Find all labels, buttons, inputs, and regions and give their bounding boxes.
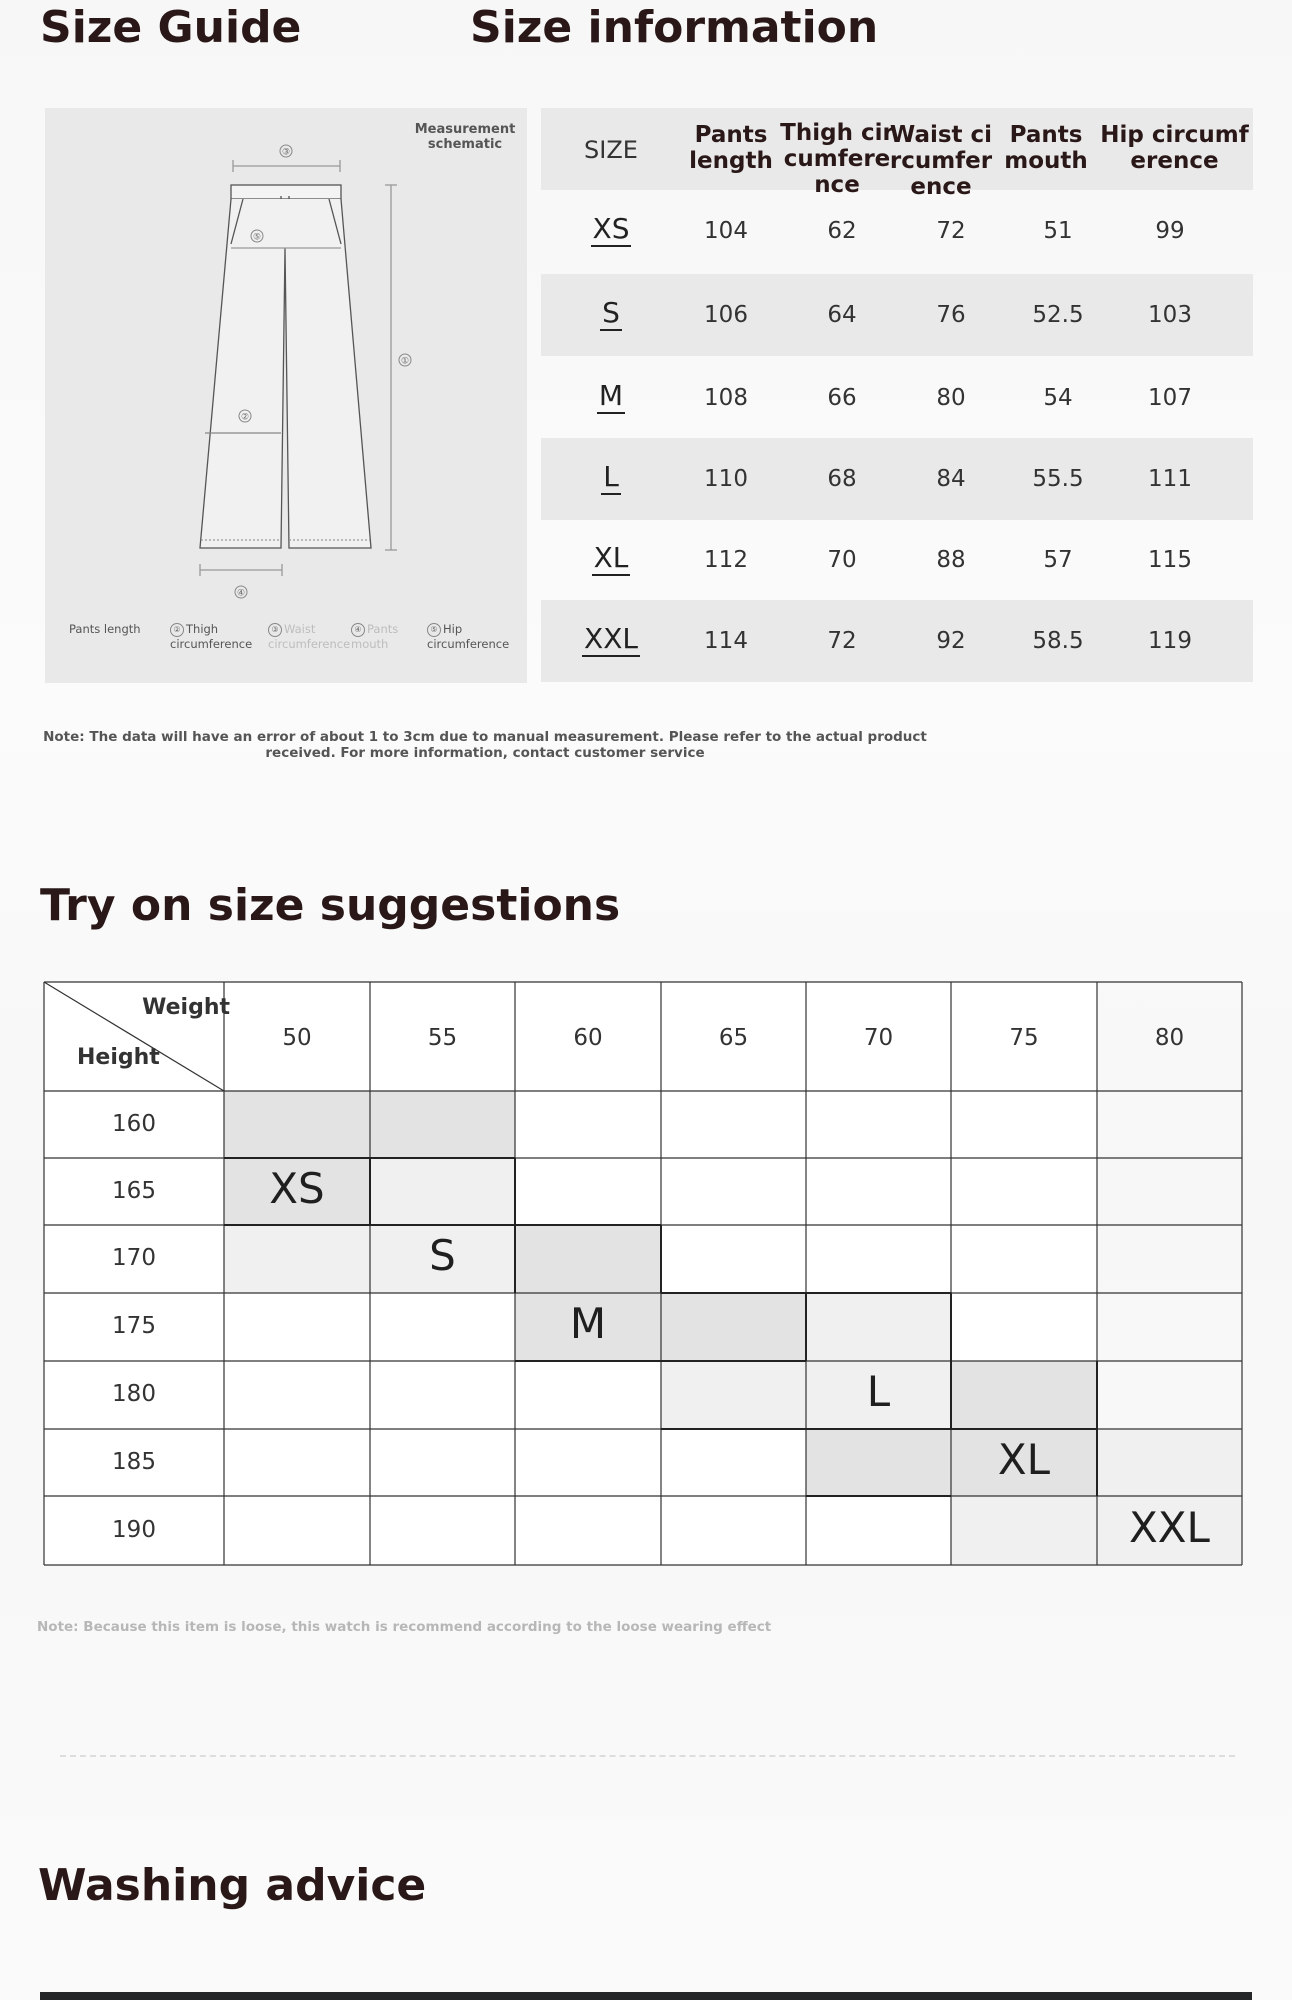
height-header: 180 <box>112 1381 156 1407</box>
marker-waist: ③ <box>281 147 291 158</box>
measurement-cell: 107 <box>1148 385 1192 411</box>
legend-label: Pants length <box>69 622 141 636</box>
header-thigh: Thigh circumference <box>780 120 894 198</box>
measurement-cell: 108 <box>704 385 748 411</box>
height-header: 175 <box>112 1313 156 1339</box>
legend-number: ② <box>170 623 184 637</box>
measurement-cell: 119 <box>1148 628 1192 654</box>
measurement-cell: 62 <box>827 218 857 244</box>
measurement-cell: 112 <box>704 547 748 573</box>
schematic-title: Measurement schematic <box>414 122 516 152</box>
header-hip: Hip circumference <box>1100 122 1249 174</box>
measurement-cell: 70 <box>827 547 857 573</box>
height-header: 170 <box>112 1245 156 1271</box>
height-header: 160 <box>112 1110 156 1137</box>
measurement-cell: 110 <box>704 466 748 492</box>
header-pants-mouth: Pants mouth <box>1004 122 1088 174</box>
legend-label: Waist circumference <box>268 622 351 651</box>
header-size: SIZE <box>584 136 638 164</box>
washing-title: Washing advice <box>38 1860 427 1911</box>
weight-header: 75 <box>1009 1025 1039 1051</box>
measurement-cell: 106 <box>704 302 748 328</box>
weight-header: 60 <box>573 1025 603 1051</box>
corner-height-label: Height <box>77 1045 160 1070</box>
legend-number: ⑤ <box>427 623 441 637</box>
size-region-label: XL <box>997 1434 1051 1484</box>
marker-mouth: ④ <box>236 588 246 599</box>
measurement-cell: 80 <box>936 385 966 411</box>
marker-length: ① <box>400 356 410 367</box>
size-label: XS <box>592 212 630 245</box>
size-region-label: S <box>429 1231 456 1280</box>
size-region-label: L <box>866 1367 891 1416</box>
height-header: 185 <box>112 1448 156 1475</box>
measurement-cell: 84 <box>936 466 966 492</box>
marker-hip: ⑤ <box>252 232 262 243</box>
measurement-cell: 68 <box>827 466 857 492</box>
weight-header: 70 <box>863 1025 894 1051</box>
legend-label: Hip circumference <box>427 622 510 651</box>
size-region-fill <box>515 1225 661 1293</box>
measurement-cell: 88 <box>936 547 966 573</box>
washing-image-top <box>40 1992 1252 2000</box>
measurement-cell: 99 <box>1155 218 1185 244</box>
measurement-cell: 66 <box>827 385 857 411</box>
size-region-fill <box>1097 1429 1242 1496</box>
measurement-cell: 103 <box>1148 302 1192 328</box>
measurement-cell: 57 <box>1043 547 1073 573</box>
measurement-cell: 54 <box>1043 385 1073 411</box>
header-waist: Waist circumference <box>889 122 993 200</box>
size-label: XL <box>593 541 629 574</box>
legend-label: Thigh circumference <box>170 622 253 651</box>
measurement-cell: 55.5 <box>1032 466 1084 492</box>
size-label: XXL <box>584 622 638 655</box>
size-region-fill <box>370 1158 515 1225</box>
size-region-fill <box>806 1293 951 1361</box>
measurement-cell: 76 <box>936 302 966 328</box>
weight-header: 55 <box>427 1025 458 1051</box>
size-label: S <box>602 296 620 329</box>
legend-number: ④ <box>351 623 365 637</box>
measurement-cell: 111 <box>1148 466 1192 492</box>
size-label: M <box>598 379 624 412</box>
measurement-cell: 52.5 <box>1032 302 1084 328</box>
size-note: Note: The data will have an error of about 1 to 3cm due to manual measurement. Please refer to the actual product received. For more information, contact customer service <box>43 729 927 761</box>
measurement-cell: 114 <box>704 628 748 654</box>
size-region-label: XXL <box>1129 1502 1210 1552</box>
measurement-cell: 58.5 <box>1032 628 1084 654</box>
size-guide-title: Size Guide <box>40 2 302 53</box>
measurement-cell: 72 <box>827 628 857 654</box>
height-header: 165 <box>112 1177 156 1204</box>
legend-label: Pants mouth <box>351 622 399 651</box>
corner-weight-label: Weight <box>142 995 230 1020</box>
size-info-title: Size information <box>470 2 879 53</box>
measurement-cell: 115 <box>1148 547 1192 573</box>
weight-header: 65 <box>718 1025 749 1051</box>
legend-number: ③ <box>268 623 282 637</box>
size-region-label: XS <box>269 1163 325 1213</box>
section-divider <box>60 1755 1235 1757</box>
weight-header: 50 <box>282 1025 312 1051</box>
height-header: 190 <box>112 1516 156 1543</box>
measurement-cell: 64 <box>827 302 857 328</box>
header-pants-length: Pants length <box>689 122 773 174</box>
measurement-cell: 92 <box>936 628 966 654</box>
marker-thigh: ② <box>240 412 250 423</box>
size-region-fill <box>951 1361 1097 1429</box>
measurement-cell: 72 <box>936 218 966 244</box>
size-label: L <box>603 460 619 493</box>
size-region-label: M <box>569 1299 607 1348</box>
measurement-cell: 51 <box>1043 218 1073 244</box>
try-on-note: Note: Because this item is loose, this watch is recommend according to the loose wearing effect <box>37 1619 772 1635</box>
weight-header: 80 <box>1154 1025 1185 1051</box>
measurement-cell: 104 <box>704 218 748 244</box>
try-on-title: Try on size suggestions <box>40 880 621 931</box>
